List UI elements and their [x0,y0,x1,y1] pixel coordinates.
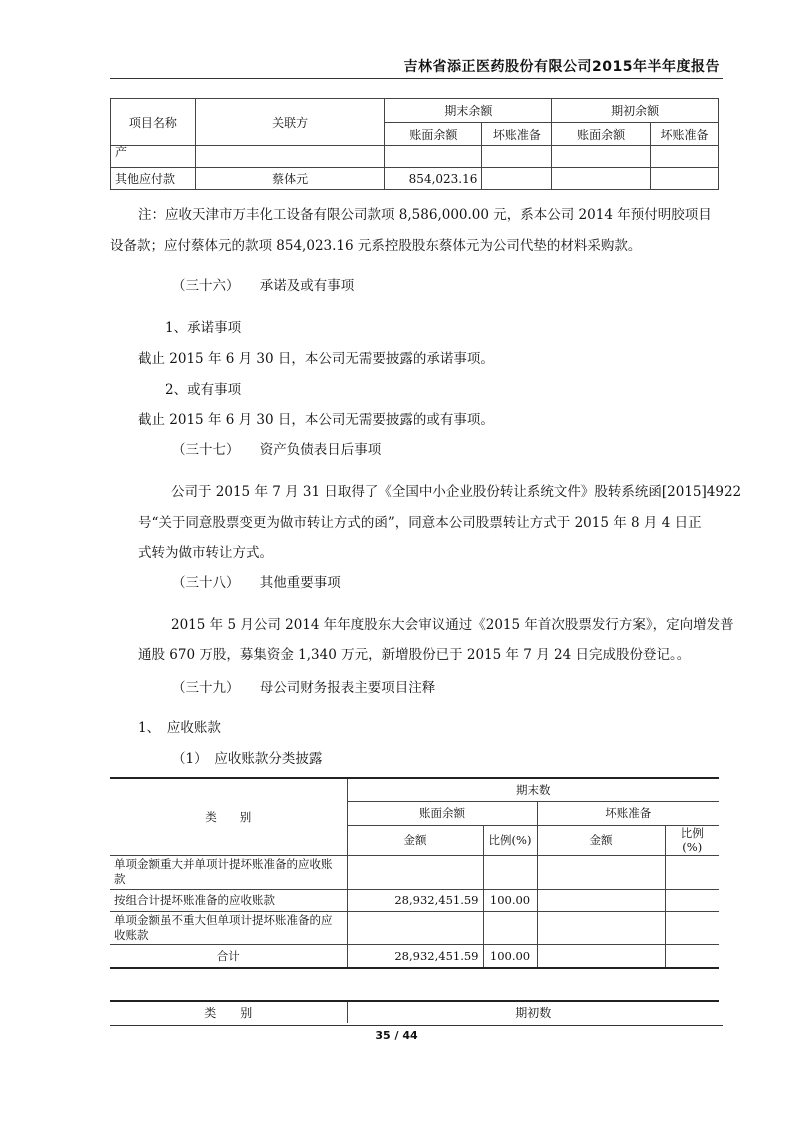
section-heading-36: （三十六） 承诺及或有事项 [172,278,355,294]
col-header-amount-2: 金额 [537,825,665,855]
cell-ratio [483,911,537,944]
table-row [110,855,719,889]
col-header-bad-debt-2: 坏账准备 [651,123,719,146]
cell-value [385,146,482,168]
receivables-table [110,777,719,969]
cell-ratio: 100.00 [483,889,537,911]
subheading-receivables: 1、 应收账款 [138,720,221,736]
section-heading-38: （三十八） 其他重要事项 [172,575,341,591]
cell-value [552,168,651,190]
related-party-table [110,98,719,190]
report-title: 吉林省添正医药股份有限公司2015年半年度报告 [403,59,720,75]
table-row [110,889,719,911]
header-divider [110,78,723,79]
subheading-commitments: 1、承诺事项 [165,320,242,336]
cell-value [552,146,651,168]
section-heading-39: （三十九） 母公司财务报表主要项目注释 [172,680,436,696]
cell-amount-2 [537,855,665,889]
col-header-book-balance: 账面余额 [385,123,482,146]
paragraph-line: 式转为做市转让方式。 [138,545,273,561]
col-header-item-name: 项目名称 [111,99,196,146]
col-header-related-party: 关联方 [195,99,385,146]
cell-ratio-2 [665,889,719,911]
cell-amount [347,911,483,944]
cell-party [195,146,385,168]
col-header-category: 类 别 [110,778,347,855]
note-line: 设备款；应付蔡体元的款项 854,023.16 元系控股股东蔡体元为公司代垫的材料采购款。 [110,238,642,254]
col-header-period-end: 期末数 [347,778,719,801]
cell-item: 其他应付款 [111,168,196,190]
paragraph-line: 2015 年 5 月公司 2014 年年度股东大会审议通过《2015 年首次股票发行方案》，定向增发普 [171,617,734,633]
col-header-ratio-2 [665,825,719,855]
cell-ratio-2 [665,944,719,968]
subheading-contingencies: 2、或有事项 [165,382,242,398]
ratio-unit: (%) [682,840,703,854]
col-header-opening-balance: 期初余额 [552,99,719,123]
col-header-bad-debt: 坏账准备 [482,123,552,146]
cell-category: 按组合计提坏账准备的应收账款 [110,889,347,911]
cell-ratio: 100.00 [483,944,537,968]
section-heading-37: （三十七） 资产负债表日后事项 [172,442,382,458]
paragraph-line: 通股 670 万股，募集资金 1,340 万元，新增股份已于 2015 年 7 月 24 日完成股份登记。。 [138,647,691,663]
cell-value: 854,023.16 [385,168,482,190]
subheading-classification: （1） 应收账款分类披露 [172,751,323,767]
col-header-period-begin: 期初数 [347,1001,719,1023]
cell-ratio [483,855,537,889]
cell-category: 单项金额虽不重大但单项计提坏账准备的应收账款 [110,911,347,944]
cell-value [482,146,552,168]
col-header-book-balance-2: 账面余额 [552,123,651,146]
cell-item: 产 [111,146,196,168]
table-row-total [110,944,719,968]
ratio-label: 比例 [680,826,704,840]
receivables-table-opening [110,1000,719,1023]
paragraph-line: 公司于 2015 年 7 月 31 日取得了《全国中小企业股份转让系统文件》股转系统函[2015]4922 [171,484,742,500]
note-line: 注：应收天津市万丰化工设备有限公司款项 8,586,000.00 元，系本公司 2014 年预付明胶项目 [138,207,712,223]
cell-value [482,168,552,190]
paragraph-line: 号“关于同意股票变更为做市转让方式的函”，同意本公司股票转让方式于 2015 年 8 月 4 日正 [138,515,702,531]
paragraph: 截止 2015 年 6 月 30 日，本公司无需要披露的或有事项。 [138,412,494,428]
table-row [110,911,719,944]
cell-amount: 28,932,451.59 [347,944,483,968]
footer-divider [110,1025,723,1026]
col-header-book-balance: 账面余额 [347,801,537,825]
table-row [111,146,719,168]
cell-party: 蔡体元 [195,168,385,190]
col-header-ratio: 比例(%) [483,825,537,855]
col-header-bad-debt: 坏账准备 [537,801,719,825]
cell-amount: 28,932,451.59 [347,889,483,911]
paragraph: 截止 2015 年 6 月 30 日，本公司无需要披露的承诺事项。 [138,351,494,367]
cell-category-total: 合计 [110,944,347,968]
col-header-amount: 金额 [347,825,483,855]
cell-amount-2 [537,889,665,911]
cell-value [651,146,719,168]
cell-value [651,168,719,190]
page-number: 35 / 44 [375,1029,418,1042]
col-header-ending-balance: 期末余额 [385,99,552,123]
cell-ratio-2 [665,911,719,944]
cell-ratio-2 [665,855,719,889]
table-row [111,168,719,190]
cell-amount-2 [537,911,665,944]
cell-amount [347,855,483,889]
cell-category: 单项金额重大并单项计提坏账准备的应收账款 [110,855,347,889]
col-header-category: 类 别 [110,1001,347,1023]
cell-amount-2 [537,944,665,968]
